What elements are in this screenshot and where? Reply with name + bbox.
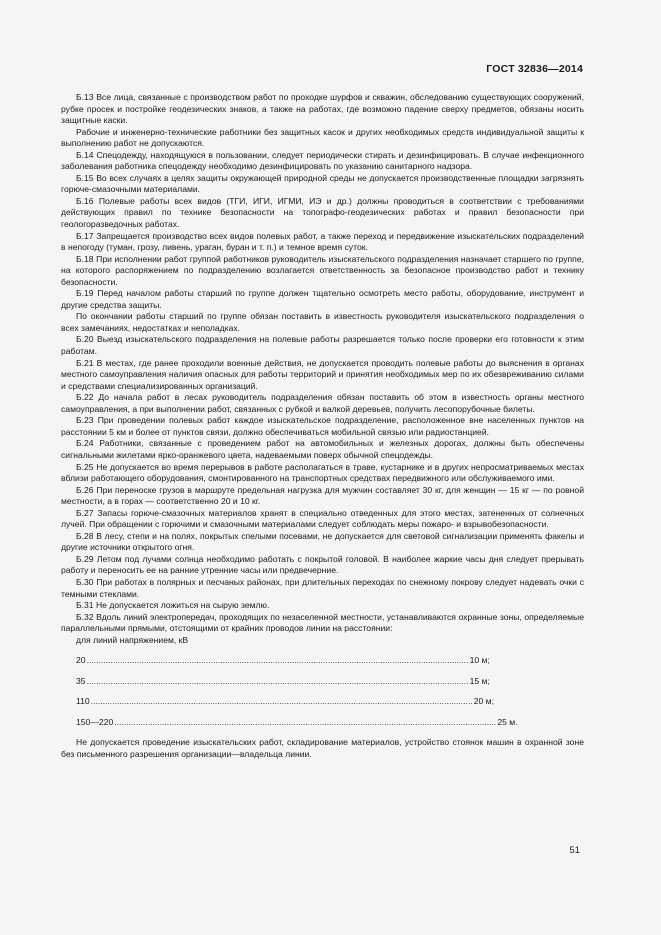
distance-row: [76, 675, 490, 688]
paragraph-b23: Б.23 При проведении полевых работ каждое изыскательское подразделение, расположенное вне населенных пунктов на расстоянии 5 км и более от пунктов связи, должно обеспечиваться мобильной связью или радиостанцией.: [61, 415, 584, 437]
paragraph-b30: Б.30 При работах в полярных и песчаных районах, при длительных переходах по снежному покрову следует надевать очки с темными стеклами.: [61, 576, 584, 599]
paragraph-b27: Б.27 Запасы горюче-смазочных материалов хранят в специально отведенных для этого местах, затененных от солнечных лучей. При обращении с горючими и смазочными материалами следует соблюдать меры пожаро- и взрывобезопасности.: [61, 507, 584, 530]
dot-leader: ................................................................................................................................................................: [86, 655, 469, 666]
page-number: 51: [569, 845, 580, 856]
distance-value: 20 м;: [473, 696, 494, 707]
paragraph-closing: Не допускается проведение изыскательских работ, складирование материалов, устройство стоянок машин в охранной зоне без письменного разрешения организации—владельца линии.: [61, 737, 584, 759]
paragraph-b13: Б.13 Все лица, связанные с производством работ по проходке шурфов и скважин, обследованию существующих сооружений, рубке просек и постройке геодезических знаков, а также на работах, где возможно падение сверху предметов, обязаны носить защитные каски.: [61, 92, 584, 126]
voltage-value: 110: [76, 696, 90, 707]
dot-leader: ................................................................................................................................................................: [114, 716, 497, 727]
paragraph-b18: Б.18 При исполнении работ группой работников руководитель изыскательского подразделения назначает старшего по группе, на которого распоряжением по подразделению возлагается ответственность за безопасное производство работ и технику безопасности.: [61, 253, 584, 287]
paragraph-b32: Б.32 Вдоль линий электропередач, проходящих по незаселенной местности, устанавливаются охранные зоны, определяемые параллельными прямыми, отстоящими от крайних проводов линии на расстоянии:: [61, 611, 584, 634]
distance-row: [76, 655, 490, 667]
distance-value: 10 м;: [469, 655, 490, 666]
distance-table: [76, 635, 584, 729]
dot-leader: ................................................................................................................................................................: [86, 675, 469, 686]
distance-table-caption: для линий напряжением, кВ: [76, 634, 189, 645]
paragraph-b21: Б.21 В местах, где ранее проходили военные действия, не допускается проводить полевые работы до выяснения в органах местного самоуправления наличия опасных для работы территорий и принятия необходимых мер по их обезвреживанию силами и средствами специализированных организаций.: [61, 357, 584, 391]
document-body: [61, 92, 584, 761]
voltage-value: 20: [76, 655, 86, 666]
distance-row: [76, 696, 494, 708]
paragraph-b17: Б.17 Запрещается производство всех видов полевых работ, а также переход и передвижение изыскательских подразделений в непогоду (туман, грозу, ливень, ураган, буран и т. п.) и темное время суток.: [61, 230, 584, 253]
paragraph-b29: Б.29 Летом под лучами солнца необходимо работать с покрытой головой. В наиболее жаркие часы дня следует прерывать работу и переносить ее на ранние утренние часы или предвечерние.: [61, 553, 584, 576]
distance-value: 15 м;: [469, 675, 490, 686]
distance-value: 25 м.: [497, 716, 518, 727]
paragraph-b20: Б.20 Выезд изыскательского подразделения на полевые работы разрешается только после проверки его готовности к этим работам.: [61, 334, 584, 357]
paragraph-b22: Б.22 До начала работ в лесах руководитель подразделения обязан поставить об этом в известность органы местного самоуправления, а при выполнении работ, связанных с рубкой и валкой деревьев, получить лесопорубочные билеты.: [61, 392, 584, 414]
paragraph-b19: Б.19 Перед началом работы старший по группе должен тщательно осмотреть место работы, оборудование, инструмент и другие средства защиты.: [61, 288, 584, 310]
paragraph-b24: Б.24 Работники, связанные с проведением работ на автомобильных и железных дорогах, должны быть обеспечены сигнальными жилетами ярко-оранжевого цвета, надеваемыми поверх обычной спецодежды.: [61, 438, 584, 460]
voltage-value: 150—220: [76, 716, 114, 727]
paragraph-b28: Б.28 В лесу, степи и на полях, покрытых спелыми посевами, не допускается для световой сигнализации применять факелы и другие источники открытого огня.: [61, 530, 584, 553]
paragraph-b15: Б.15 Во всех случаях в целях защиты окружающей природной среды не допускается производственные площадки загрязнять горюче-смазочными материалами.: [61, 172, 584, 195]
paragraph-b13-cont: Рабочие и инженерно-технические работники без защитных касок и других необходимых средств индивидуальной защиты к выполнению работ не допускаются.: [61, 126, 584, 149]
paragraph-b25: Б.25 Не допускается во время перерывов в работе располагаться в траве, кустарнике и в других непросматриваемых местах вблизи работающего оборудования, смонтированного на транспортных средствах передвижного или обслуживаемого ими.: [61, 461, 584, 484]
distance-row: [76, 716, 518, 729]
voltage-value: 35: [76, 675, 86, 686]
dot-leader: ................................................................................................................................................................: [90, 696, 473, 707]
paragraph-b14: Б.14 Спецодежду, находящуюся в пользовании, следует периодически стирать и дезинфицировать. В случае инфекционного заболевания работника спецодежду необходимо дезинфицировать по указанию санитарного надзора.: [61, 149, 584, 172]
paragraph-b19-cont: По окончании работы старший по группе обязан поставить в известность руководителя изыскательского подразделения о всех замечаниях, недостатках и неполадках.: [61, 311, 584, 333]
doc-code-header: ГОСТ 32836—2014: [486, 63, 583, 75]
paragraph-b16: Б.16 Полевые работы всех видов (ТГИ, ИГИ, ИГМИ, ИЭ и др.) должны проводиться в соответствии с требованиями действующих правил по технике безопасности на топографо-геодезических работах и правил безопасности при геологоразведочных работах.: [61, 195, 584, 230]
paragraph-b31: Б.31 Не допускается ложиться на сырую землю.: [76, 600, 270, 611]
paragraph-b26: Б.26 При переноске грузов в маршруте предельная нагрузка для мужчин составляет 30 кг, для женщин — 15 кг — по ровной местности, а в горах — соответственно 20 и 10 кг.: [61, 484, 584, 507]
